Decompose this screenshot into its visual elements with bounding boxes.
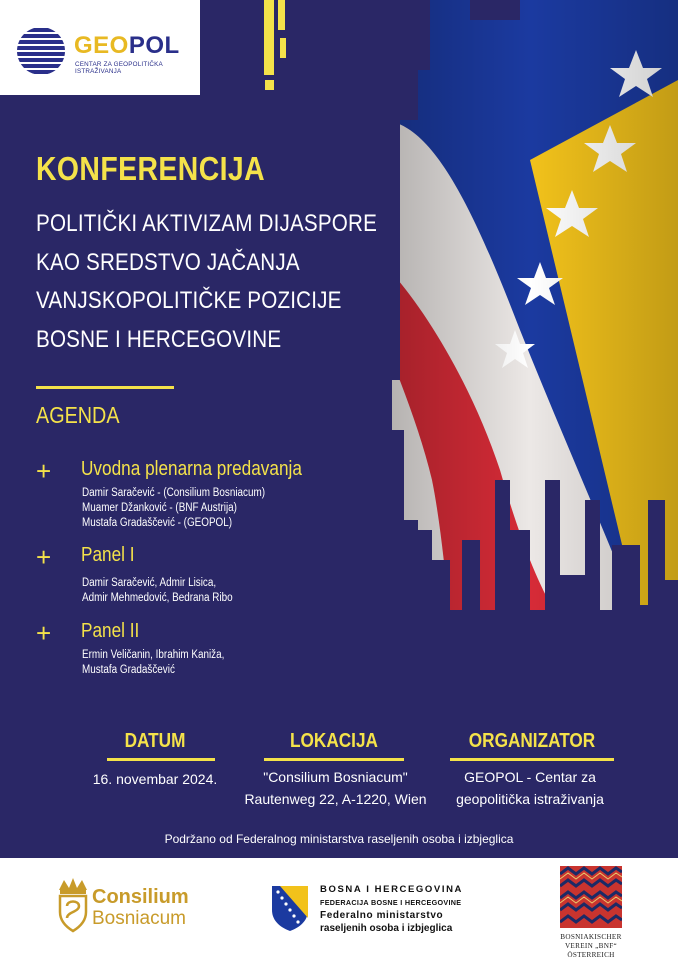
federal-ministry-logo bbox=[270, 884, 480, 944]
location-line: Rautenweg 22, A-1220, Wien bbox=[244, 791, 427, 807]
title-line: BOSNE I HERCEGOVINE bbox=[36, 325, 282, 353]
date-heading: DATUM bbox=[124, 730, 186, 752]
geopol-logo bbox=[0, 0, 200, 95]
location-value bbox=[228, 766, 443, 810]
consilium-line2: Bosniacum bbox=[92, 908, 186, 929]
bnf-line2: VEREIN „BNF“ bbox=[564, 942, 618, 950]
bnf-line3: ÖSTERREICH bbox=[567, 951, 615, 959]
geopol-logo-subtitle: CENTAR ZA GEOPOLITIČKA ISTRAŽIVANJA bbox=[75, 61, 163, 75]
date-value: 16. novembar 2024. bbox=[92, 771, 218, 787]
gov-line1: BOSNA I HERCEGOVINA bbox=[320, 884, 464, 895]
speaker-line: Ermin Veličanin, Ibrahim Kaniža, bbox=[82, 649, 225, 661]
organizer-line: geopolitička istraživanja bbox=[456, 791, 604, 807]
organizer-heading: ORGANIZATOR bbox=[468, 730, 596, 752]
conference-title bbox=[36, 205, 433, 359]
plus-icon: + bbox=[36, 618, 52, 648]
title-line: VANJSKOPOLITIČKE POZICIJE bbox=[36, 287, 342, 314]
bnf-austria-logo bbox=[556, 866, 626, 958]
agenda-item-title: Panel I bbox=[81, 544, 135, 566]
agenda-heading: AGENDA bbox=[36, 402, 120, 428]
speaker-line: Damir Saračević, Admir Lisica, bbox=[82, 577, 217, 589]
geopol-globe-icon bbox=[16, 26, 66, 76]
gov-line3: Federalno ministarstvo bbox=[320, 910, 444, 921]
bnf-line1: BOSNIAKISCHER bbox=[560, 933, 622, 941]
crown-crest-icon bbox=[56, 878, 90, 934]
plus-icon: + bbox=[36, 542, 52, 572]
agenda-item-speakers bbox=[82, 648, 248, 678]
location-heading: LOKACIJA bbox=[290, 730, 378, 752]
plus-icon: + bbox=[36, 456, 52, 486]
location-underline bbox=[264, 758, 404, 761]
sponsor-footer bbox=[0, 858, 678, 960]
support-note: Podržano od Federalnog ministarstva raseljenih osoba i izbjeglica bbox=[164, 832, 514, 846]
consilium-line1: Consilium bbox=[92, 886, 189, 908]
bih-coat-of-arms-icon bbox=[270, 884, 310, 932]
speaker-line: Muamer Džanković - (BNF Austrija) bbox=[82, 502, 237, 514]
organizer-line: GEOPOL - Centar za bbox=[464, 769, 596, 785]
geopol-logo-name: GEOPOL bbox=[74, 32, 180, 59]
agenda-item-speakers bbox=[82, 486, 295, 531]
speaker-line: Mustafa Gradaščević - (GEOPOL) bbox=[82, 517, 233, 529]
location-line: "Consilium Bosniacum" bbox=[263, 769, 408, 785]
organizer-underline bbox=[450, 758, 614, 761]
organizer-value bbox=[440, 766, 620, 810]
agenda-item-title: Uvodna plenarna predavanja bbox=[81, 458, 302, 480]
agenda-item-speakers bbox=[82, 576, 257, 606]
speaker-line: Damir Saračević - (Consilium Bosniacum) bbox=[82, 487, 266, 499]
bnf-emblem-icon bbox=[560, 866, 622, 928]
title-line: POLITIČKI AKTIVIZAM DIJASPORE bbox=[36, 210, 378, 237]
title-divider bbox=[36, 386, 174, 389]
title-line: KAO SREDSTVO JAČANJA bbox=[36, 248, 300, 276]
date-underline bbox=[107, 758, 215, 761]
speaker-line: Admir Mehmedović, Bedrana Ribo bbox=[82, 592, 233, 604]
event-type-heading: KONFERENCIJA bbox=[36, 150, 266, 187]
gov-line4: raseljenih osoba i izbjeglica bbox=[320, 923, 453, 934]
gov-line2: FEDERACIJA BOSNE I HERCEGOVINE bbox=[320, 898, 462, 907]
agenda-item-title: Panel II bbox=[81, 620, 140, 642]
speaker-line: Mustafa Gradaščević bbox=[82, 664, 175, 676]
consilium-bosniacum-logo bbox=[56, 878, 206, 940]
